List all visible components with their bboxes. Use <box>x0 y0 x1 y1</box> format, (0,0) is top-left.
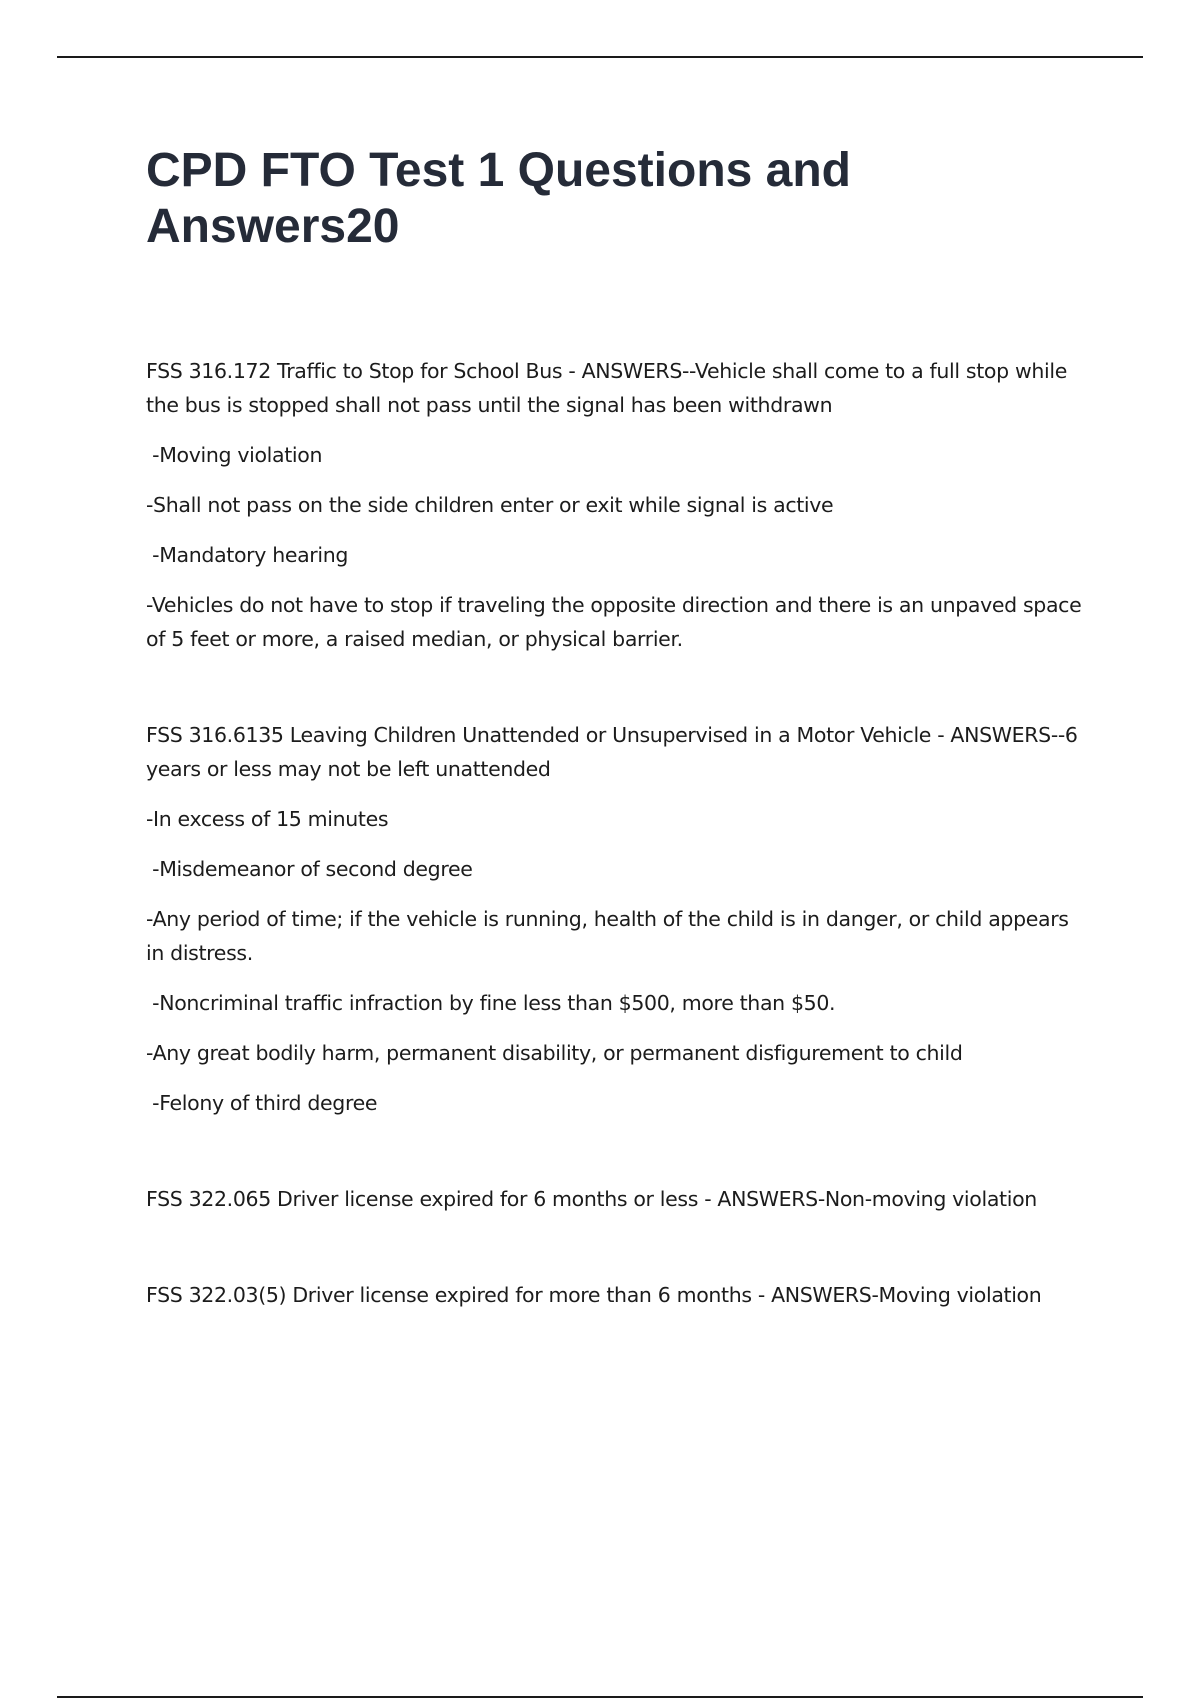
qa-item <box>146 1182 1091 1216</box>
qa-answer-line: -Shall not pass on the side children enter or exit while signal is active <box>146 493 834 517</box>
qa-item <box>146 718 1091 1120</box>
qa-list <box>146 354 1091 1312</box>
qa-answer-line: -Misdemeanor of second degree <box>146 857 473 881</box>
qa-answer-line: -Noncriminal traffic infraction by fine less than $500, more than $50. <box>146 991 836 1015</box>
qa-answer-line: -Felony of third degree <box>146 1091 378 1115</box>
qa-question-line: FSS 322.03(5) Driver license expired for more than 6 months - ANSWERS-Moving violation <box>146 1283 1042 1307</box>
qa-answer-line: -Vehicles do not have to stop if traveling the opposite direction and there is an unpaved space of 5 feet or more, a raised median, or physical barrier. <box>146 593 1088 651</box>
qa-answer-line: -Any great bodily harm, permanent disability, or permanent disfigurement to child <box>146 1041 963 1065</box>
qa-question-line: FSS 316.172 Traffic to Stop for School Bus - ANSWERS--Vehicle shall come to a full stop while the bus is stopped shall not pass until the signal has been withdrawn <box>146 359 1074 417</box>
bottom-rule <box>57 1696 1143 1698</box>
page-title: CPD FTO Test 1 Questions and Answers20 <box>146 144 851 253</box>
qa-answer-line: -Any period of time; if the vehicle is running, health of the child is in danger, or child appears in distress. <box>146 907 1075 965</box>
top-rule <box>57 56 1143 58</box>
qa-answer-line: -Moving violation <box>146 443 323 467</box>
qa-item <box>146 1278 1091 1312</box>
qa-answer-line: -In excess of 15 minutes <box>146 807 389 831</box>
qa-question-line: FSS 316.6135 Leaving Children Unattended or Unsupervised in a Motor Vehicle - ANSWERS--6 years or less may not be left unattended <box>146 723 1084 781</box>
qa-item <box>146 354 1091 656</box>
qa-question-line: FSS 322.065 Driver license expired for 6 months or less - ANSWERS-Non-moving violation <box>146 1187 1037 1211</box>
qa-answer-line: -Mandatory hearing <box>146 543 349 567</box>
